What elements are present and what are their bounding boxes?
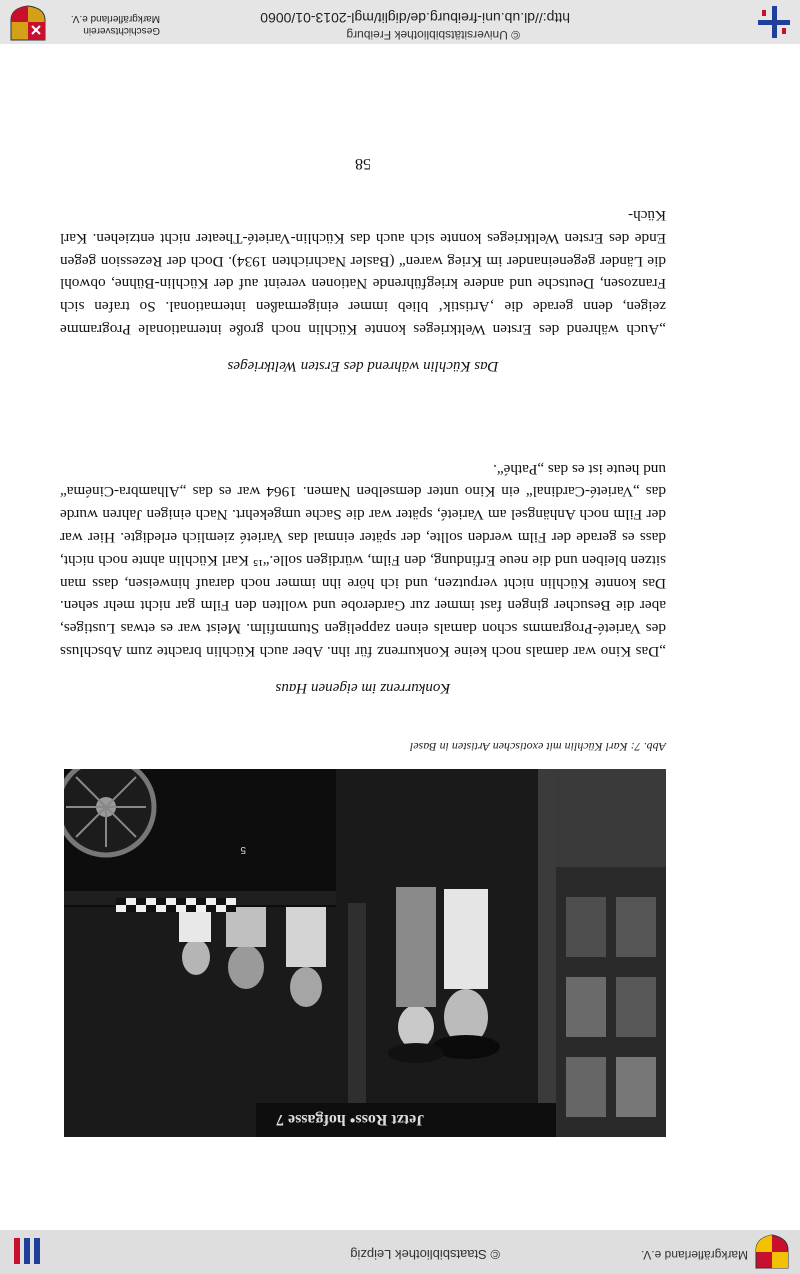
coat-of-arms-icon bbox=[8, 4, 48, 42]
section-heading-2: Das Küchlin während des Ersten Weltkrieges bbox=[227, 358, 499, 374]
ub-freiburg-logo-icon bbox=[756, 4, 792, 40]
coat-of-arms-icon bbox=[752, 1234, 792, 1270]
section-heading-1: Konkurrenz im eigenen Haus bbox=[275, 680, 451, 696]
section-paragraph-1: „Das Kino war damals noch keine Konkurrenz für ihn. Aber auch Küchlin brachte zum Abschluss des Varieté-Programms schon damals einen zappeligen Stummfilm. Meist war es etwas Lustiges, aber die Besucher gingen fast immer zur Garderobe und wollten den Film gar nicht mehr sehen. Das konnte Küchlin nicht verputzen, und ich höre ihn immer noch darauf hinweisen, dass man sitzen bleiben und die neue Erfindung, den Film, würdigen solle.“¹⁵ Karl Küchlin ahnte noch nicht, dass es gerade der Film werden sollte, der später einmal das Varieté ziemlich erledigte. Hier war der Film noch Anhängsel am Varieté, später war die Sache umgekehrt. Nach einigen Jahren wurde das „Varieté-Cardinal“ ein Kino unter demselben Namen. 1964 war es das „Alhambra-Cinéma“ und heute ist es das „Pathé“. bbox=[60, 460, 666, 660]
checker-stripe bbox=[116, 898, 236, 912]
header-right-text: © Staatsbibliothek Leipzig bbox=[350, 1247, 500, 1262]
historic-photo bbox=[64, 769, 666, 1137]
vehicle-plate: 5 bbox=[240, 844, 246, 855]
photo-illustration bbox=[64, 769, 666, 1137]
section-paragraph-2: „Auch während des Ersten Weltkrieges konnte Küchlin noch große internationale Programme zeigen, denn gerade die ‚Artistik‘ blieb immer einigermaßen international. So trafen sich Franzosen, Deutsche und andere kriegführende Nationen vereint auf der Küchlin-Bühne, obwohl die Länder gegeneinander im Krieg waren“ (Basler Nachrichten 1934). Doch der Rezession gegen Ende des Ersten Weltkrieges konnte sich auch das Küchlin-Varieté-Theater nicht entziehen. Karl Küch- bbox=[60, 207, 666, 338]
header-left-text: Markgräflerland e.V. bbox=[641, 1248, 748, 1262]
figure-caption: Abb. 7: Karl Küchlin mit exotischen Artisten in Basel bbox=[409, 740, 666, 754]
photo-sign: Jetzt Ross• hofgasse 7 bbox=[276, 1111, 425, 1128]
university-library-logo-icon bbox=[10, 1234, 44, 1268]
header-bar bbox=[0, 1230, 800, 1274]
footer-society: Geschichtsverein Markgräflerland e.V. bbox=[70, 13, 160, 36]
footer-bar bbox=[0, 0, 800, 44]
footer-institution: © Universitätsbibliothek Freiburg bbox=[346, 28, 520, 42]
footer-url-link[interactable]: http://dl.ub.uni-freiburg.de/diglit/mgl-2013-01/0060 bbox=[260, 10, 570, 26]
page-number: 58 bbox=[355, 155, 371, 172]
